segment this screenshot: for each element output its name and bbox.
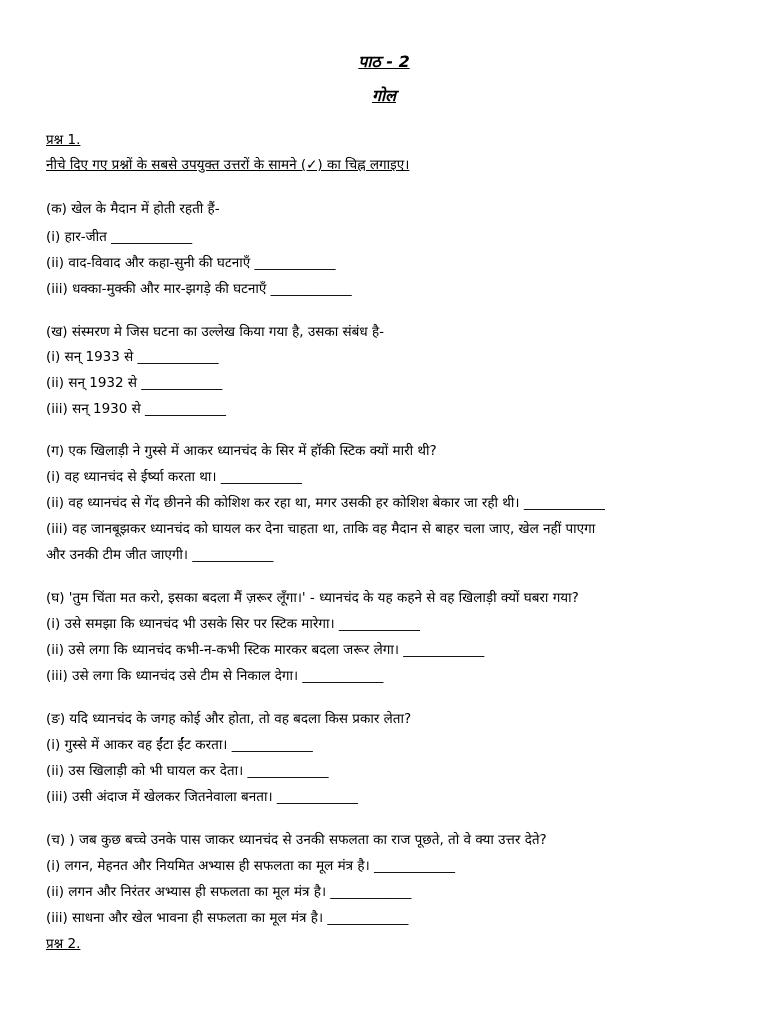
mcq-kha-question: (ख) संस्मरण मे जिस घटना का उल्लेख किया गया है, उसका संबंध है- <box>46 324 384 340</box>
mcq-nga-option-2: (ii) उस खिलाड़ी को भी घायल कर देता। ____________ <box>46 763 329 779</box>
mcq-kha-option-3: (iii) सन् 1930 से ____________ <box>46 401 227 417</box>
mcq-ga-option-1: (i) वह ध्यानचंद से ईर्ष्या करता था। ____________ <box>46 469 302 485</box>
mcq-gha-option-3: (iii) उसे लगा कि ध्यानचंद उसे टीम से निकाल देगा। ____________ <box>46 668 384 684</box>
mcq-ka-option-3: (iii) धक्का-मुक्की और मार-झगड़े की घटनाएँ ____________ <box>46 281 352 297</box>
mcq-ga-question: (ग) एक खिलाड़ी ने गुस्से में आकर ध्यानचंद के सिर में हॉकी स्टिक क्यों मारी थी? <box>46 443 437 459</box>
mcq-ga-option-3: (iii) वह जानबूझकर ध्यानचंद को घायल कर देना चाहता था, ताकि वह मैदान से बाहर चला जाए, खेल नहीं पाएगा <box>46 521 596 537</box>
mcq-cha-option-2: (ii) लगन और निरंतर अभ्यास ही सफलता का मूल मंत्र है। ____________ <box>46 884 412 900</box>
mcq-nga-option-1: (i) गुस्से में आकर वह ईंटा ईंट करता। ____________ <box>46 737 313 753</box>
mcq-gha-question: (घ) 'तुम चिंता मत करो, इसका बदला मैं ज़रूर लूँगा।' - ध्यानचंद के यह कहने से वह खिलाड़ी क्यों घबरा गया? <box>46 590 579 606</box>
mcq-kha-option-1: (i) सन् 1933 से ____________ <box>46 349 219 365</box>
mcq-nga-question: (ङ) यदि ध्यानचंद के जगह कोई और होता, तो वह बदला किस प्रकार लेता? <box>46 711 412 727</box>
mcq-ga-option-3-cont: और उनकी टीम जीत जाएगी। ____________ <box>46 547 274 563</box>
question-1-label: प्रश्न 1. <box>46 132 81 148</box>
mcq-nga-option-3: (iii) उसी अंदाज में खेलकर जितनेवाला बनता। ____________ <box>46 789 358 805</box>
lesson-number: पाठ - 2 <box>358 52 410 71</box>
mcq-ka-option-1: (i) हार-जीत ____________ <box>46 229 193 245</box>
mcq-cha-option-1: (i) लगन, मेहनत और नियमित अभ्यास ही सफलता का मूल मंत्र है। ____________ <box>46 858 455 874</box>
lesson-title: गोल <box>371 86 396 105</box>
mcq-gha-option-2: (ii) उसे लगा कि ध्यानचंद कभी-न-कभी स्टिक मारकर बदला जरूर लेगा। ____________ <box>46 642 485 658</box>
mcq-gha-option-1: (i) उसे समझा कि ध्यानचंद भी उसके सिर पर स्टिक मारेगा। ____________ <box>46 616 420 632</box>
mcq-kha-option-2: (ii) सन् 1932 से ____________ <box>46 375 223 391</box>
mcq-cha-question: (च) ) जब कुछ बच्चे उनके पास जाकर ध्यानचंद से उनकी सफलता का राज पूछते, तो वे क्या उत्तर देते? <box>46 832 547 848</box>
mcq-ka-question: (क) खेल के मैदान में होती रहती हैं- <box>46 201 220 217</box>
question-1-instruction: नीचे दिए गए प्रश्नों के सबसे उपयुक्त उत्तरों के सामने (✓) का चिह्न लगाइए। <box>46 157 410 173</box>
mcq-ga-option-2: (ii) वह ध्यानचंद से गेंद छीनने की कोशिश कर रहा था, मगर उसकी हर कोशिश बेकार जा रही थी। ____________ <box>46 495 605 511</box>
mcq-ka-option-2: (ii) वाद-विवाद और कहा-सुनी की घटनाएँ ____________ <box>46 255 336 271</box>
question-2-label: प्रश्न 2. <box>46 936 81 952</box>
mcq-cha-option-3: (iii) साधना और खेल भावना ही सफलता का मूल मंत्र है। ____________ <box>46 910 409 926</box>
